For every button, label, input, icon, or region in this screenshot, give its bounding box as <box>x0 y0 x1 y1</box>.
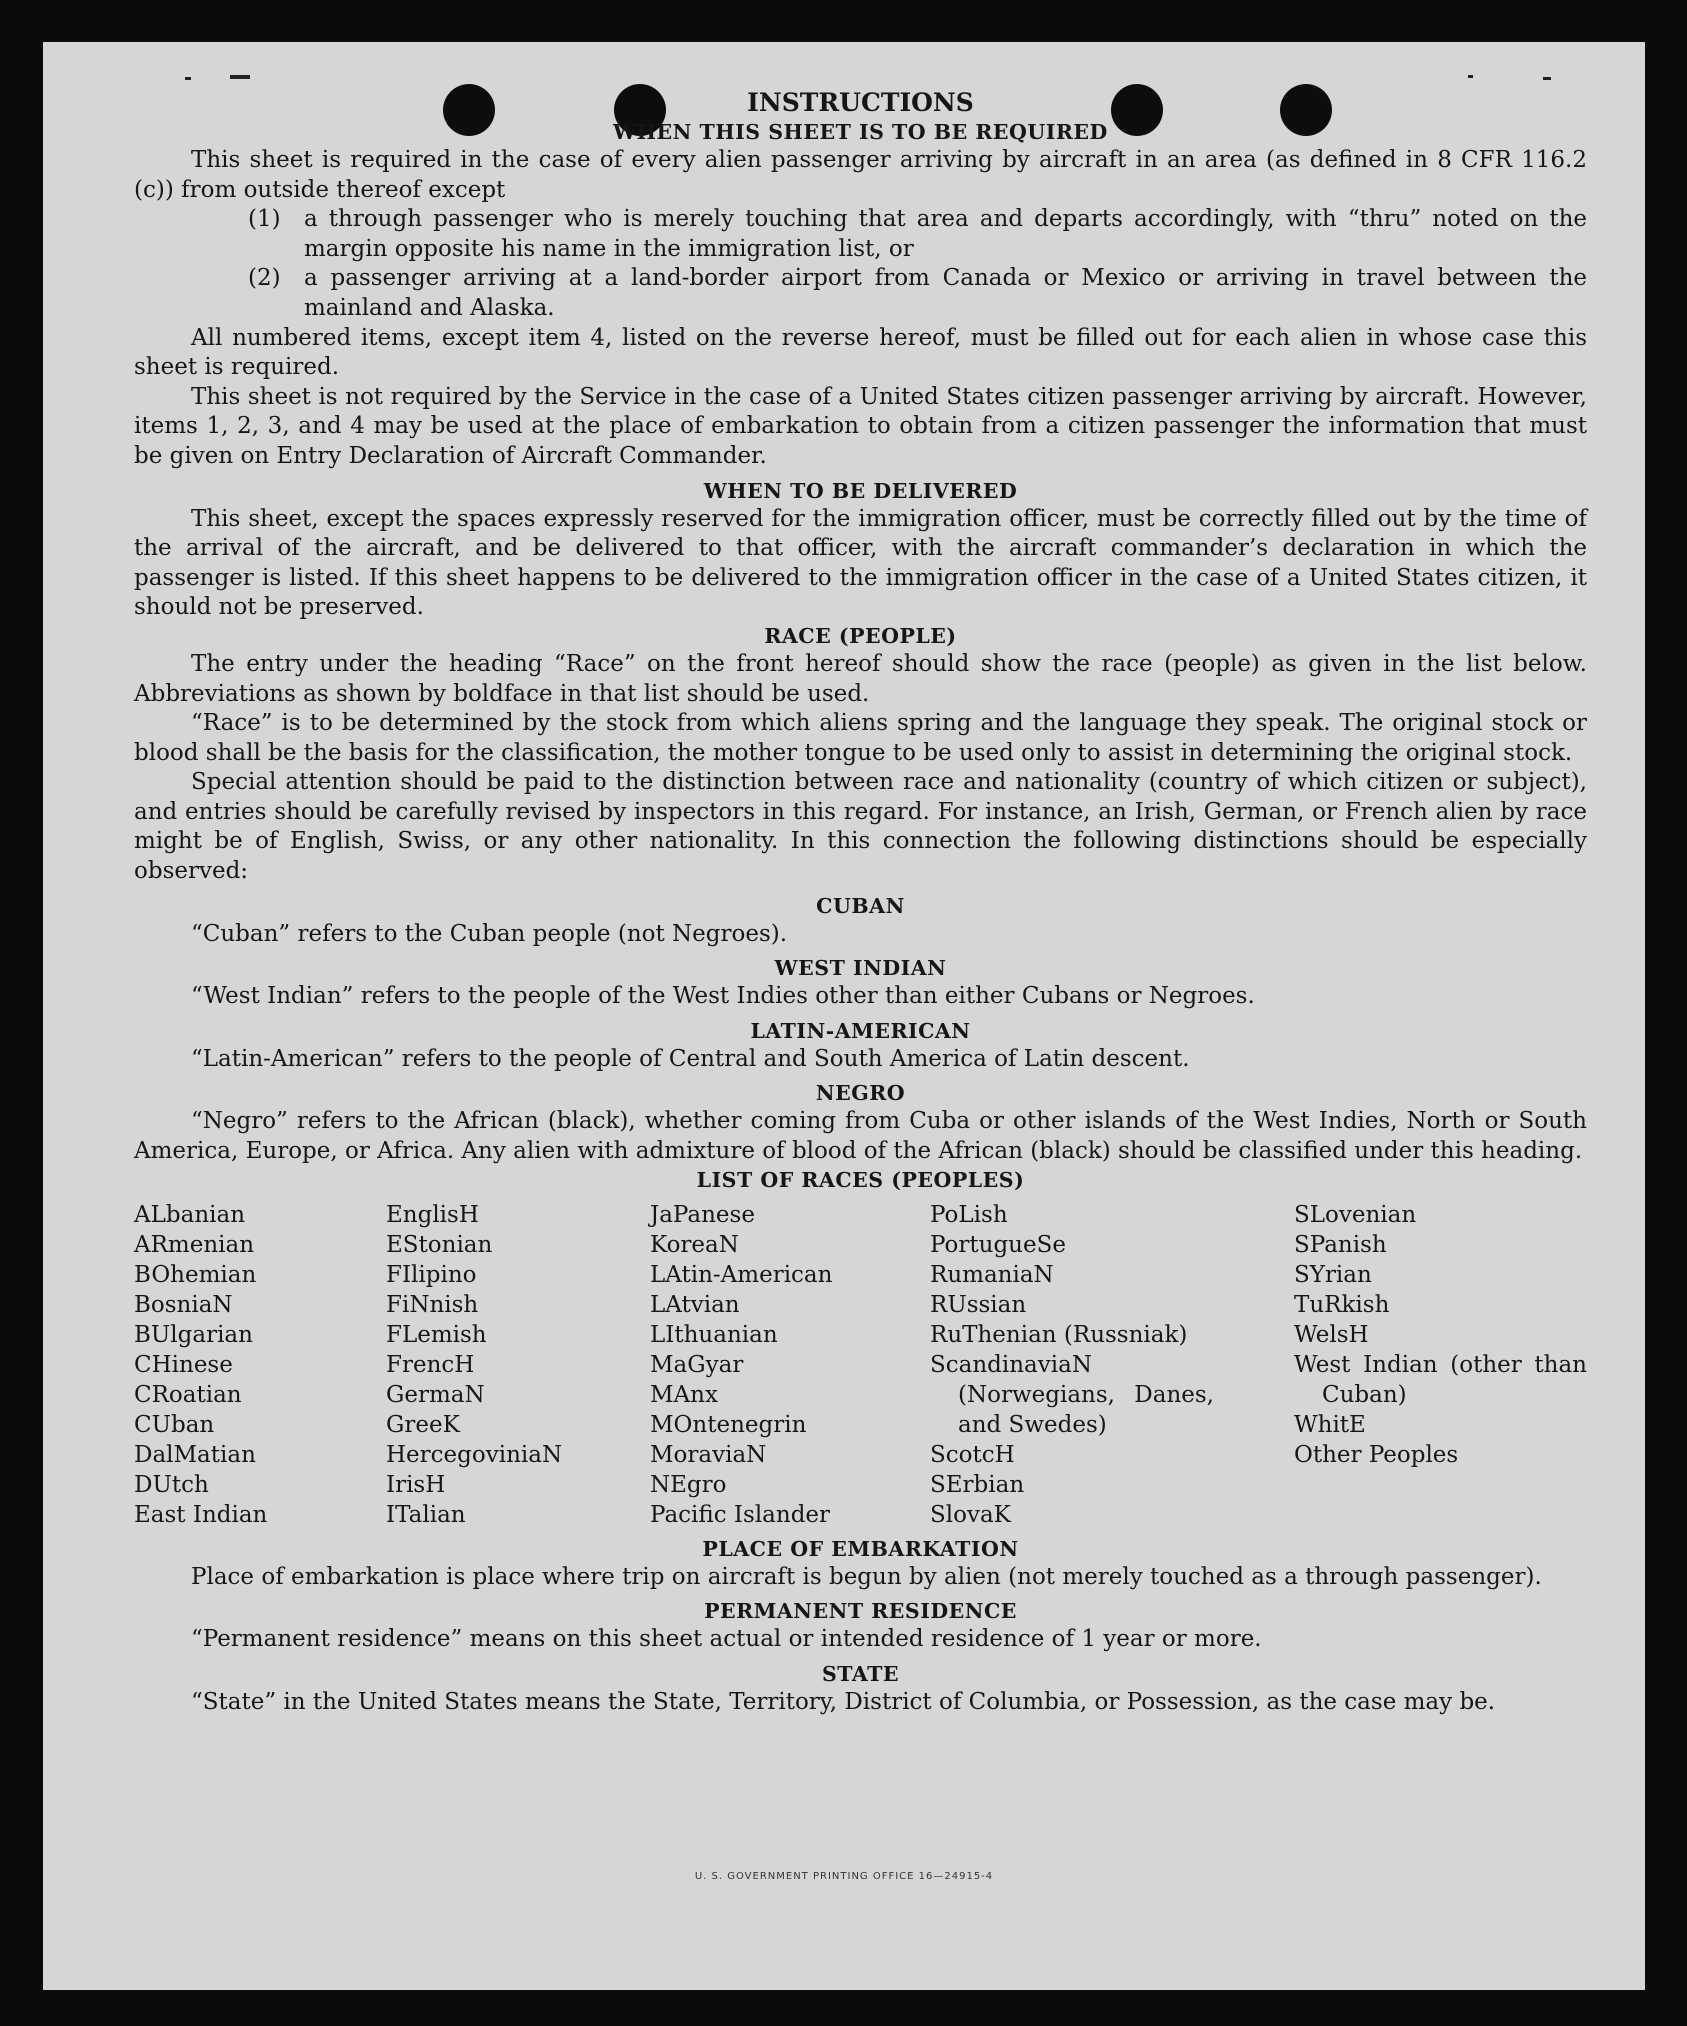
section-heading-negro: NEGRO <box>815 1081 906 1106</box>
printer-imprint: U. S. GOVERNMENT PRINTING OFFICE 16—24915-4 <box>694 1871 994 1882</box>
paragraph: “West Indian” refers to the people of the West Indies other than either Cubans or Negroes. <box>191 983 1255 1010</box>
race-entry: EnglisH <box>386 1201 479 1228</box>
race-entry: DalMatian <box>134 1441 256 1468</box>
race-entry: PortugueSe <box>930 1231 1066 1258</box>
scan-mark <box>1468 75 1473 78</box>
exception-item <box>134 264 1587 323</box>
race-entry: ScandinaviaN (Norwegians, Danes, and Swedes) <box>930 1351 1214 1438</box>
race-entry: IrisH <box>386 1471 446 1498</box>
section-heading-west-indian: WEST INDIAN <box>774 956 947 981</box>
scan-mark <box>185 77 191 80</box>
page-title: INSTRUCTIONS <box>747 88 974 117</box>
race-entry: MAnx <box>650 1381 718 1408</box>
paragraph: “Cuban” refers to the Cuban people (not Negroes). <box>191 920 788 947</box>
paragraph: The entry under the heading “Race” on the front hereof should show the race (people) as given in the list below. Abbreviations as shown by boldface in that list should be used. <box>134 650 1587 707</box>
race-entry: WhitE <box>1294 1411 1366 1438</box>
paragraph: “Permanent residence” means on this sheet actual or intended residence of 1 year or more. <box>191 1626 1262 1653</box>
race-column <box>1294 1200 1587 1530</box>
section-heading-race: RACE (PEOPLE) <box>764 623 957 648</box>
race-column <box>930 1200 1294 1530</box>
race-column <box>386 1200 650 1530</box>
section-heading-embarkation: PLACE OF EMBARKATION <box>702 1536 1019 1561</box>
race-entry: FIlipino <box>386 1261 477 1288</box>
scan-mark <box>1543 77 1551 80</box>
race-entry: KoreaN <box>650 1231 739 1258</box>
race-entry: East Indian <box>134 1501 268 1528</box>
race-entry: CUban <box>134 1411 215 1438</box>
race-entry: Pacific Islander <box>650 1501 831 1528</box>
paragraph-text: This sheet is required in the case of every alien passenger arriving by aircraft in an area (as defined in 8 CFR 116.2 (c)) from outside thereof except <box>134 147 1587 203</box>
paragraph: “Latin-American” refers to the people of Central and South America of Latin descent. <box>191 1045 1190 1072</box>
race-entry: NEgro <box>650 1471 727 1498</box>
race-entry: Other Peoples <box>1294 1441 1459 1468</box>
race-entry: ARmenian <box>134 1231 255 1258</box>
race-entry: MoraviaN <box>650 1441 767 1468</box>
paragraph: Place of embarkation is place where trip on aircraft is begun by alien (not merely touched as a through passenger). <box>191 1563 1542 1590</box>
race-entry: MaGyar <box>650 1351 744 1378</box>
scan-mark <box>230 75 250 79</box>
paragraph: All numbered items, except item 4, listed on the reverse hereof, must be filled out for each alien in whose case this sheet is required. <box>134 324 1587 381</box>
paragraph: This sheet, except the spaces expressly reserved for the immigration officer, must be correctly filled out by the time of the arrival of the aircraft, and be delivered to that officer, with the aircraft commander’s declaration in which the passenger is listed. If this sheet happens to be delivered to the immigration officer in the case of a United States citizen, it should not be preserved. <box>134 505 1587 621</box>
race-entry: BUlgarian <box>134 1321 253 1348</box>
race-entry: RuThenian (Russniak) <box>930 1321 1188 1348</box>
race-entry: FrencH <box>386 1351 475 1378</box>
race-column <box>134 1200 386 1530</box>
section-heading-residence: PERMANENT RESIDENCE <box>704 1599 1017 1624</box>
race-entry: CRoatian <box>134 1381 242 1408</box>
race-entry: CHinese <box>134 1351 233 1378</box>
race-entry: WelsH <box>1294 1321 1369 1348</box>
race-entry: LAtvian <box>650 1291 740 1318</box>
race-entry: SLovenian <box>1294 1201 1417 1228</box>
section-heading-delivered: WHEN TO BE DELIVERED <box>703 478 1018 503</box>
instructions-content <box>134 87 1587 1717</box>
race-entry: GermaN <box>386 1381 485 1408</box>
item-text: a passenger arriving at a land-border airport from Canada or Mexico or arriving in travel between the mainland and Alaska. <box>304 265 1587 321</box>
paragraph: Special attention should be paid to the distinction between race and nationality (country of which citizen or subject), and entries should be carefully revised by inspectors in this regard. For instance, an Irish, German, or French alien by race might be of English, Swiss, or any other nationality. In this connection the following distinctions should be especially observed: <box>134 769 1587 885</box>
race-entry: DUtch <box>134 1471 209 1498</box>
race-entry: ALbanian <box>134 1201 246 1228</box>
race-entry: RUssian <box>930 1291 1027 1318</box>
race-entry: TuRkish <box>1294 1291 1390 1318</box>
race-entry: West Indian (other than Cuban) <box>1294 1351 1587 1408</box>
race-entry: LIthuanian <box>650 1321 778 1348</box>
race-entry: SErbian <box>930 1471 1025 1498</box>
race-entry: LAtin-American <box>650 1261 833 1288</box>
paragraph: “State” in the United States means the State, Territory, District of Columbia, or Possession, as the case may be. <box>191 1688 1496 1715</box>
race-column <box>650 1200 930 1530</box>
race-entry: MOntenegrin <box>650 1411 807 1438</box>
paragraph: “Race” is to be determined by the stock from which aliens spring and the language they speak. The original stock or blood shall be the basis for the classification, the mother tongue to be used only to assist in determining the original stock. <box>134 710 1587 766</box>
race-entry: FiNnish <box>386 1291 479 1318</box>
section-heading-state: STATE <box>821 1661 900 1686</box>
race-entry: ScotcH <box>930 1441 1015 1468</box>
race-entry: FLemish <box>386 1321 487 1348</box>
race-entry: ITalian <box>386 1501 466 1528</box>
section-heading-required: WHEN THIS SHEET IS TO BE REQUIRED <box>613 120 1108 144</box>
document-sheet <box>43 42 1645 1990</box>
race-entry: HercegoviniaN <box>386 1441 563 1468</box>
race-entry: BosniaN <box>134 1291 233 1318</box>
paragraph <box>134 146 1587 205</box>
race-list <box>134 1200 1587 1530</box>
paragraph: “Negro” refers to the African (black), whether coming from Cuba or other islands of the West Indies, North or South America, Europe, or Africa. Any alien with admixture of blood of the African (black) should be classified under this heading. <box>134 1108 1587 1165</box>
race-entry: PoLish <box>930 1201 1008 1228</box>
item-number: (2) <box>248 265 281 292</box>
race-entry: SlovaK <box>930 1501 1011 1528</box>
race-entry: JaPanese <box>650 1201 755 1228</box>
section-heading-cuban: CUBAN <box>816 893 905 918</box>
race-entry: GreeK <box>386 1411 460 1438</box>
section-heading-latin-american: LATIN-AMERICAN <box>750 1018 971 1043</box>
exception-item <box>134 205 1587 264</box>
race-entry: SYrian <box>1294 1261 1372 1288</box>
section-heading-list: LIST OF RACES (PEOPLES) <box>696 1167 1025 1192</box>
race-entry: BOhemian <box>134 1261 257 1288</box>
item-number: (1) <box>248 206 281 233</box>
paragraph: This sheet is not required by the Service in the case of a United States citizen passenger arriving by aircraft. However, items 1, 2, 3, and 4 may be used at the place of embarkation to obtain from a citizen passenger the information that must be given on Entry Declaration of Aircraft Commander. <box>134 383 1587 469</box>
item-text: a through passenger who is merely touching that area and departs accordingly, with “thru” noted on the margin opposite his name in the immigration list, or <box>304 206 1587 262</box>
race-entry: SPanish <box>1294 1231 1387 1258</box>
race-entry: RumaniaN <box>930 1261 1054 1288</box>
race-entry: EStonian <box>386 1231 493 1258</box>
